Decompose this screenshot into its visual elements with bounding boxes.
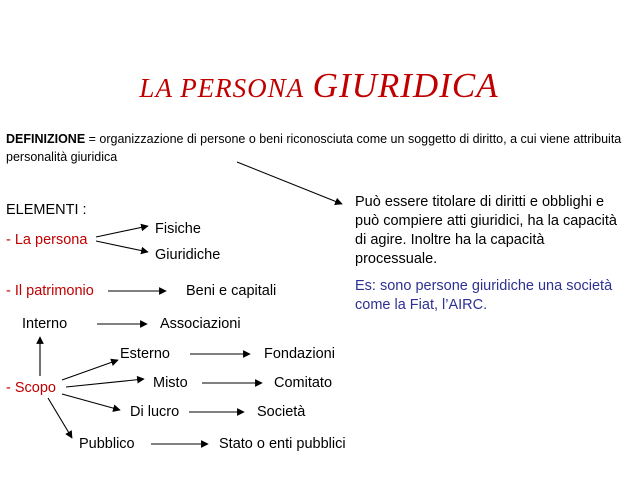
arrow-persona-fisiche — [96, 226, 148, 237]
misto-label: Misto — [153, 375, 188, 391]
patrimonio-label: - Il patrimonio — [6, 283, 94, 299]
arrow-scopo-misto — [66, 379, 144, 387]
arrow-scopo-lucro — [62, 394, 120, 410]
elementi-heading: ELEMENTI : — [6, 202, 87, 218]
arrow-persona-giuridiche — [96, 241, 148, 252]
arrow-scopo-esterno — [62, 360, 118, 380]
pubblico-label: Pubblico — [79, 436, 135, 452]
definition-term: DEFINIZIONE — [6, 132, 86, 146]
title-word-2: GIURIDICA — [312, 66, 499, 105]
associazioni-label: Associazioni — [160, 316, 241, 332]
esterno-label: Esterno — [120, 346, 170, 362]
scopo-label: - Scopo — [6, 380, 56, 396]
societa-label: Società — [257, 404, 306, 420]
fondazioni-label: Fondazioni — [264, 346, 335, 362]
lucro-label: Di lucro — [130, 404, 180, 420]
comitato-label: Comitato — [274, 375, 333, 391]
persona-label: - La persona — [6, 232, 88, 248]
giuridiche-label: Giuridiche — [155, 247, 221, 263]
side-note-text: Può essere titolare di diritti e obblighi e può compiere atti giuridici, ha la capacità di agire. Inoltre ha la capacità processuale. — [355, 194, 617, 267]
stato-label: Stato o enti pubblici — [219, 436, 346, 452]
title-word-1: LA PERSONA — [139, 73, 305, 103]
fisiche-label: Fisiche — [155, 221, 201, 237]
arrow-scopo-pubblico — [48, 398, 72, 438]
side-note-example: Es: sono persone giuridiche una società come la Fiat, l’AIRC. — [355, 278, 613, 313]
definition-text: = organizzazione di persone o beni riconosciuta come un soggetto di diritto, a cui viene attribuita personalità giuridica — [6, 132, 622, 164]
arrow-definition-to-note — [237, 162, 342, 204]
beni-label: Beni e capitali — [186, 283, 277, 299]
interno-label: Interno — [22, 316, 68, 332]
